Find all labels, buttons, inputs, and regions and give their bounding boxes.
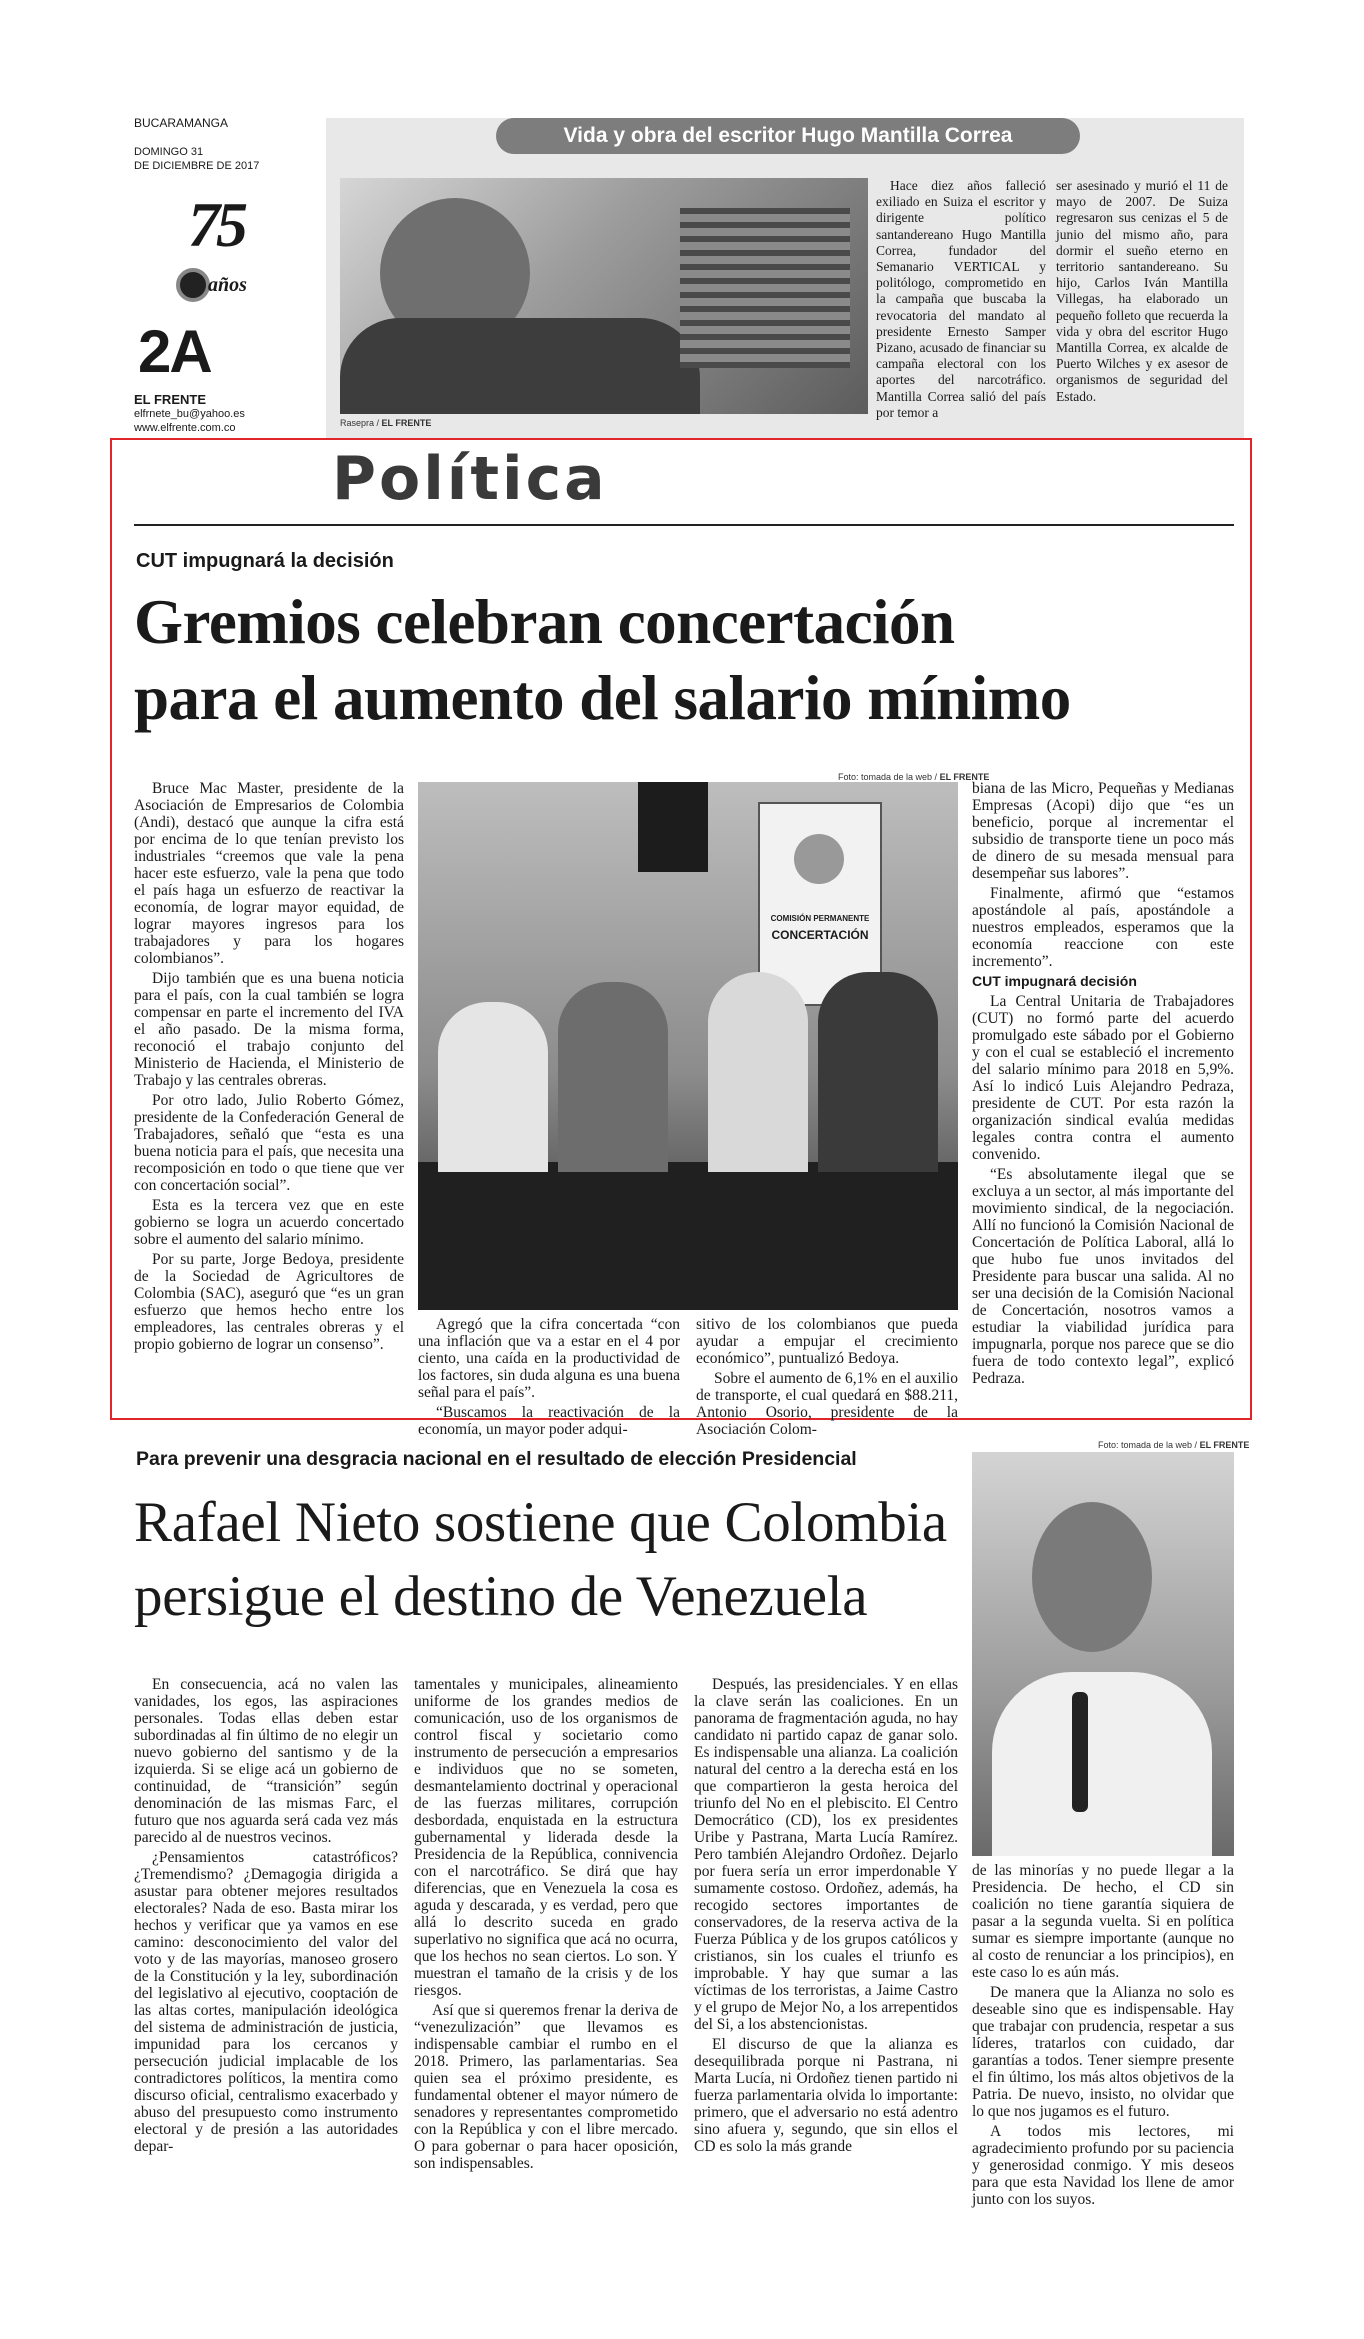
article1-headline <box>134 584 1234 736</box>
article2-col2 <box>414 1676 678 2175</box>
person-4-shape <box>818 972 938 1172</box>
article2-col2-p2: Así que si queremos frenar la deriva de “venezulización” que llevamos es indispensable cambiar el rumbo en el 2018. Primero, las parlamentarias. Sea quien sea el próximo presidente, es fundamental obtener el mayor número de senadores y representantes comprometido con la República y con el libre mercado. O para gobernar o para hacer oposición, son indispensables. <box>414 2002 678 2172</box>
article2-headline-line2: persigue el destino de Venezuela <box>134 1565 868 1628</box>
article2-headline <box>134 1486 974 1634</box>
article1-col1-p5: Por su parte, Jorge Bedoya, presidente de la Sociedad de Agricultores de Colombia (SAC), aseguró que “es un gran esfuerzo que hemos hecho entre los empleadores, las centrales obreras y el propio gobierno de lograr un consenso”. <box>134 1251 404 1353</box>
article2-col4-p1: de las minorías y no puede llegar a la Presidencia. De hecho, el CD sin coalición no tiene garantía siquiera de pasar a la segunda vuelta. Si en política sumar es siempre importante (aunque no al costo de renunciar a los principios), en este caso lo es aún más. <box>972 1862 1234 1981</box>
article2-col3-p1: Después, las presidenciales. Y en ellas la clave serán las coaliciones. En un panorama de fragmentación aguda, no hay candidato ni partido capaz de ganar solo. Es indispensable una alianza. La coalición natural del centro a la derecha está en los que compartieron la gesta heroica del triunfo del No en el plebiscito. El Centro Democrático (CD), los ex presidentes Uribe y Pastrana, Marta Lucía Ramírez. Pero también Alejandro Ordoñez. Dejarlo por fuera sería un error imperdonable Y sumamente costoso. Ordoñez, además, ha recogido sectores importantes de conservadores, de la reserva activa de la Fuerza Pública y de los grupos católicos y cristianos, sin los cuales el triunfo es improbable. Y hay que sumar a las víctimas de los terroristas, a Jaime Castro y el grupo de Mejor No, a los arrepentidos del Si, a los abstencionistas. <box>694 1676 958 2033</box>
article2-col1-p1: En consecuencia, acá no valen las vanidades, los egos, las aspiraciones personales. Todas ellas deben estar subordinadas al fin último de no elegir un nuevo gobierno del santismo y de la izquierda. Si se elige acá un gobierno de continuidad, de “transición” según denominación de las mismas Farc, el futuro que nos aguarda será cada vez más parecido al de nuestros vecinos. <box>134 1676 398 1846</box>
article1-col1-p4: Esta es la tercera vez que en este gobierno se logra un acuerdo concertado sobre el aumento del salario mínimo. <box>134 1197 404 1248</box>
website-link[interactable]: www.elfrente.com.co <box>134 422 236 434</box>
microphone-icon <box>1072 1692 1088 1812</box>
article1-col3-p1: biana de las Micro, Pequeñas y Medianas Empresas (Acopi) dijo que “es un beneficio, porque al incrementar el subsidio de transporte tiene un poco más de dinero de su mesada mensual para desempeñar sus labores”. <box>972 780 1234 882</box>
portrait-shirt-shape <box>992 1672 1212 1856</box>
city-label: BUCARAMANGA <box>134 116 229 130</box>
date-line-1: DOMINGO 31 <box>134 146 204 158</box>
article2-photo-credit-source: EL FRENTE <box>1199 1440 1250 1450</box>
bookshelf-shape <box>680 208 850 368</box>
article1-under-photo-col1 <box>418 1316 680 1441</box>
feature-panel <box>326 118 1244 438</box>
article2-kicker: Para prevenir una desgracia nacional en el resultado de elección Presidencial <box>136 1448 857 1470</box>
article1-under-photo-col2-p1: sitivo de los colombianos que pueda ayudar a empujar el crecimiento económico”, puntualizó Bedoya. <box>696 1316 958 1367</box>
feature-text-col1: Hace diez años falleció exiliado en Suiza el escritor y dirigente político santandereano Hugo Mantilla Correa, fundador del Semanario VERTICAL y politólogo, comprometido en la campaña que buscaba la revocatoria del mandato al presidente Ernesto Samper Pizano, acusado de financiar su campaña electoral con los aportes del narcotráfico. Mantilla Correa salió del país por temor a <box>876 178 1046 420</box>
article2-photo <box>972 1452 1234 1856</box>
article2-headline-line1: Rafael Nieto sostiene que Colombia <box>134 1491 947 1554</box>
article2-col3-p2: El discurso de que la alianza es desequilibrada porque ni Pastrana, ni Marta Lucía, ni Ordoñez tienen partido ni fuerza parlamentaria olvida lo importante: primero, que el adversario no está adentro sino afuera y, segundo, que sin ellos el CD es solo la más grande <box>694 2036 958 2155</box>
speaker-shape <box>638 782 708 872</box>
article2-col2-p1: tamentales y municipales, alineamiento uniforme de los grandes medios de comunicación, uso de los organismos de control fiscal y societario como instrumento de persecución a empresarios e individuos que no se someten, desmantelamiento doctrinal y operacional de las fuerzas militares, corrupción desbordada, enquistada en la estructura gubernamental y liderada desde la Presidencia de la República, connivencia con el narcotráfico. Se dirá que hay diferencias, que en Venezuela la cosa es aguda y descarada, y es verdad, pero que allá lo descrito suceda en grado superlativo no significa que acá no ocurra, que los hechos no sean ciertos. Lo son. Y muestran el tamaño de la crisis y de los riesgos. <box>414 1676 678 1999</box>
feature-photo-credit-source: EL FRENTE <box>381 418 432 428</box>
section-title: Política <box>332 444 608 514</box>
article1-under-photo-col2-p2: Sobre el aumento de 6,1% en el auxilio de transporte, el cual quedará en $88.211, Antonio Osorio, presidente de la Asociación Colom- <box>696 1370 958 1438</box>
commission-sign-line1: COMISIÓN PERMANENTE <box>770 914 870 923</box>
article1-headline-line1: Gremios celebran concertación <box>134 587 955 657</box>
section-rule <box>134 524 1234 526</box>
article2-col4 <box>972 1862 1234 2211</box>
article1-photo <box>418 782 958 1310</box>
page-number: 2A <box>138 318 211 385</box>
portrait-body-shape <box>340 318 700 414</box>
person-3-shape <box>708 972 808 1172</box>
article1-kicker: CUT impugnará la decisión <box>136 550 394 572</box>
anniversary-number: 75 <box>188 189 244 260</box>
article2-col3 <box>694 1676 958 2158</box>
article2-col4-p2: De manera que la Alianza no solo es deseable sino que es indispensable. Hay que trabajar con prudencia, respetar a sus líderes, tratarlos con cuidado, dar garantías a todos. Tener siempre presente el fin último, los más altos objetivos de la Patria. De nuevo, insisto, no olvidar que lo que nos jugamos es el futuro. <box>972 1984 1234 2120</box>
article1-col3-subhead: CUT impugnará decisión <box>972 973 1137 989</box>
article1-col1 <box>134 780 404 1356</box>
person-1-shape <box>438 1002 548 1172</box>
article2-col4-p3: A todos mis lectores, mi agradecimiento profundo por su paciencia y generosidad conmigo. Y mis deseos para que esta Navidad los llene de amor junto con los suyos. <box>972 2123 1234 2208</box>
article1-photo-credit-source: EL FRENTE <box>939 772 990 782</box>
commission-sign-line2: CONCERTACIÓN <box>771 928 869 942</box>
feature-banner: Vida y obra del escritor Hugo Mantilla Correa <box>496 118 1080 154</box>
portrait-head-shape <box>1032 1502 1152 1652</box>
article1-col3-p2: Finalmente, afirmó que “estamos apostándole al país, apostándole a nuestros empleados, esperamos que la economía reaccione con este incremento”. <box>972 885 1234 970</box>
feature-photo-credit-label: Rasepra / <box>340 418 380 428</box>
article1-col3 <box>972 780 1234 1390</box>
article1-col3-p3: La Central Unitaria de Trabajadores (CUT) no formó parte del acuerdo promulgado este sábado por el Gobierno y con el cual se estableció el incremento del salario mínimo para 2018 en 5,9%. Así lo indicó Luis Alejandro Pedraza, presidente de CUT. Por esta razón la organización sindical evalúa medidas legales contra contra el aumento convenido. <box>972 993 1234 1163</box>
article1-under-photo-col1-p1: Agregó que la cifra concertada “con una inflación que va a estar en el 4 por ciento, una caída en la productividad de los factores, sin duda alguna es una buena señal para el país”. <box>418 1316 680 1401</box>
anniversary-circle-icon <box>176 268 210 302</box>
article1-photo-credit-label: Foto: tomada de la web / <box>838 772 938 782</box>
article1-col1-p3: Por otro lado, Julio Roberto Gómez, presidente de la Confederación General de Trabajadores, señaló que “esta es una buena noticia para el país, que necesita una recomposición en todo o que tiene que ver con concertación social”. <box>134 1092 404 1194</box>
article2-photo-credit-label: Foto: tomada de la web / <box>1098 1440 1198 1450</box>
paper-name: EL FRENTE <box>134 392 206 407</box>
article1-col3-p4: “Es absolutamente ilegal que se excluya a un sector, al más importante del movimiento sindical, de la negociación. Allí no funcionó la Comisión Nacional de Concertación de Política Laboral, allá lo que hubo fue unos invitados del Presidente para buscar una salida. Al no ser una decisión de la Comisión Nacional de Concertación, nosotros vamos a estudiar la viabilidad jurídica para impugnarla, porque nos parece que se dio fuera de todo contexto legal”, explicó Pedraza. <box>972 1166 1234 1387</box>
feature-photo <box>340 178 868 414</box>
article1-col1-p2: Dijo también que es una buena noticia para el país, con la cual también se logra compensar en parte el incremento del IVA el año pasado. De la misma forma, reconoció el trabajo conjunto del Ministerio de Hacienda, el Ministerio de Trabajo y las centrales obreras. <box>134 970 404 1089</box>
article2-col1 <box>134 1676 398 2158</box>
coat-of-arms-icon <box>794 834 844 884</box>
person-2-shape <box>558 982 668 1172</box>
contact-email: elfrnete_bu@yahoo.es <box>134 408 245 420</box>
article1-under-photo-col1-p2: “Buscamos la reactivación de la economía, un mayor poder adqui- <box>418 1404 680 1438</box>
feature-text-col2: ser asesinado y murió el 11 de mayo de 2007. De Suiza regresaron sus cenizas el 5 de junio del mismo año, para dormir el sueño eterno en territorio santandereano. Su hijo, Carlos Iván Mantilla Villegas, ha elaborado un pequeño folleto que recuerda la vida y obra del escritor Hugo Mantilla Correa, ex alcalde de Puerto Wilches y ex asesor de organismos de seguridad del Estado. <box>1056 178 1228 404</box>
article1-col1-p1: Bruce Mac Master, presidente de la Asociación de Empresarios de Colombia (Andi), destacó que aunque la cifra está por encima de lo que tenían previsto los industriales “creemos que vale la pena hacer este esfuerzo, vale la pena que todo el país haga un esfuerzo de reactivar la economía, de lograr mayor equidad, de lograr mayores ingresos para los trabajadores y para los hogares colombianos”. <box>134 780 404 967</box>
anniversary-word: años <box>208 274 247 296</box>
anniversary-logo <box>168 188 278 308</box>
article1-under-photo-col2 <box>696 1316 958 1441</box>
table-shape <box>418 1162 958 1310</box>
date-line-2: DE DICIEMBRE DE 2017 <box>134 160 260 172</box>
article2-col1-p2: ¿Pensamientos catastróficos? ¿Tremendismo? ¿Demagogia dirigida a asustar para obtener mejores resultados electorales? Nada de eso. Basta mirar los hechos y verificar que ya vamos en ese camino: desconocimiento del valor del voto y de las mayorías, manoseo grosero de la Constitución y la ley, subordinación del legislativo al ejecutivo, cooptación de las altas cortes, manipulación ideológica del sistema de administración de justicia, impunidad para los cercanos y persecución judicial implacable de los contradictores políticos, la mentira como discurso oficial, centralismo exacerbado y abuso del presupuesto como instrumento electoral y de presión a las autoridades depar- <box>134 1849 398 2155</box>
article1-headline-line2: para el aumento del salario mínimo <box>134 663 1071 733</box>
